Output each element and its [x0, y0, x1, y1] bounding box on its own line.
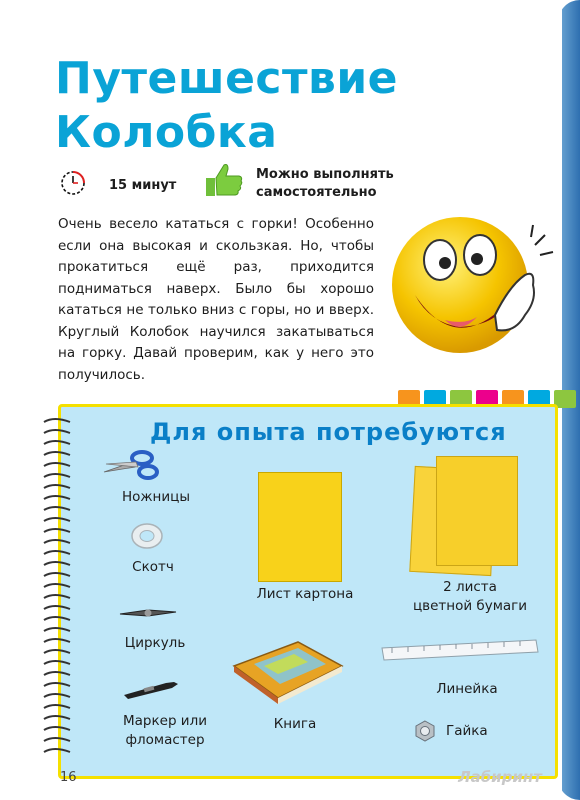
tape-label: Скотч — [132, 559, 174, 575]
intro-paragraph: Очень весело кататься с горки! Особенно если она высокая и скользкая. Но, чтобы прокатиться ещё раз, приходится подниматься наверх. Было бы хорошо кататься не только вниз с горы, но и вверх. Круглый Колобок научился закатываться на горку. Давай проверим, как у него это получилось. — [58, 216, 374, 383]
smiley-illustration — [385, 205, 555, 385]
independent-label-line2: самостоятельно — [256, 185, 377, 200]
book-icon — [228, 636, 346, 706]
colored-paper-sheet-front — [436, 456, 518, 566]
scissors-icon — [102, 450, 160, 480]
colored-paper-label-line2: цветной бумаги — [412, 598, 528, 614]
marker-label-line1: Маркер или — [123, 713, 207, 729]
independent-label — [256, 166, 394, 202]
marker-label — [106, 712, 224, 750]
page-number: 16 — [60, 770, 77, 785]
ruler-label: Линейка — [436, 681, 498, 697]
marker-icon — [120, 678, 184, 700]
colored-paper-label-line1: 2 листа — [443, 579, 497, 595]
compass-label: Циркуль — [124, 635, 186, 651]
nut-icon — [414, 720, 436, 742]
book-label: Книга — [273, 716, 317, 732]
scissors-label: Ножницы — [121, 489, 191, 505]
spiral-binding — [40, 416, 80, 761]
time-label: 15 минут — [109, 178, 177, 193]
clock-icon — [58, 168, 88, 198]
cardboard-sheet-image — [258, 472, 342, 582]
cardboard-label: Лист картона — [256, 586, 354, 602]
thumbs-up-icon — [203, 162, 245, 198]
independent-label-line1: Можно выполнять — [256, 167, 394, 182]
colored-paper-label — [400, 578, 540, 616]
tape-icon — [130, 522, 164, 550]
materials-heading: Для опыта потребуются — [150, 418, 507, 446]
watermark: Лабиринт — [458, 768, 542, 786]
page-title: Путешествие Колобка — [55, 53, 399, 158]
compass-icon — [118, 604, 178, 624]
ruler-icon — [380, 638, 540, 664]
marker-label-line2: фломастер — [125, 732, 205, 748]
nut-label: Гайка — [446, 723, 488, 739]
